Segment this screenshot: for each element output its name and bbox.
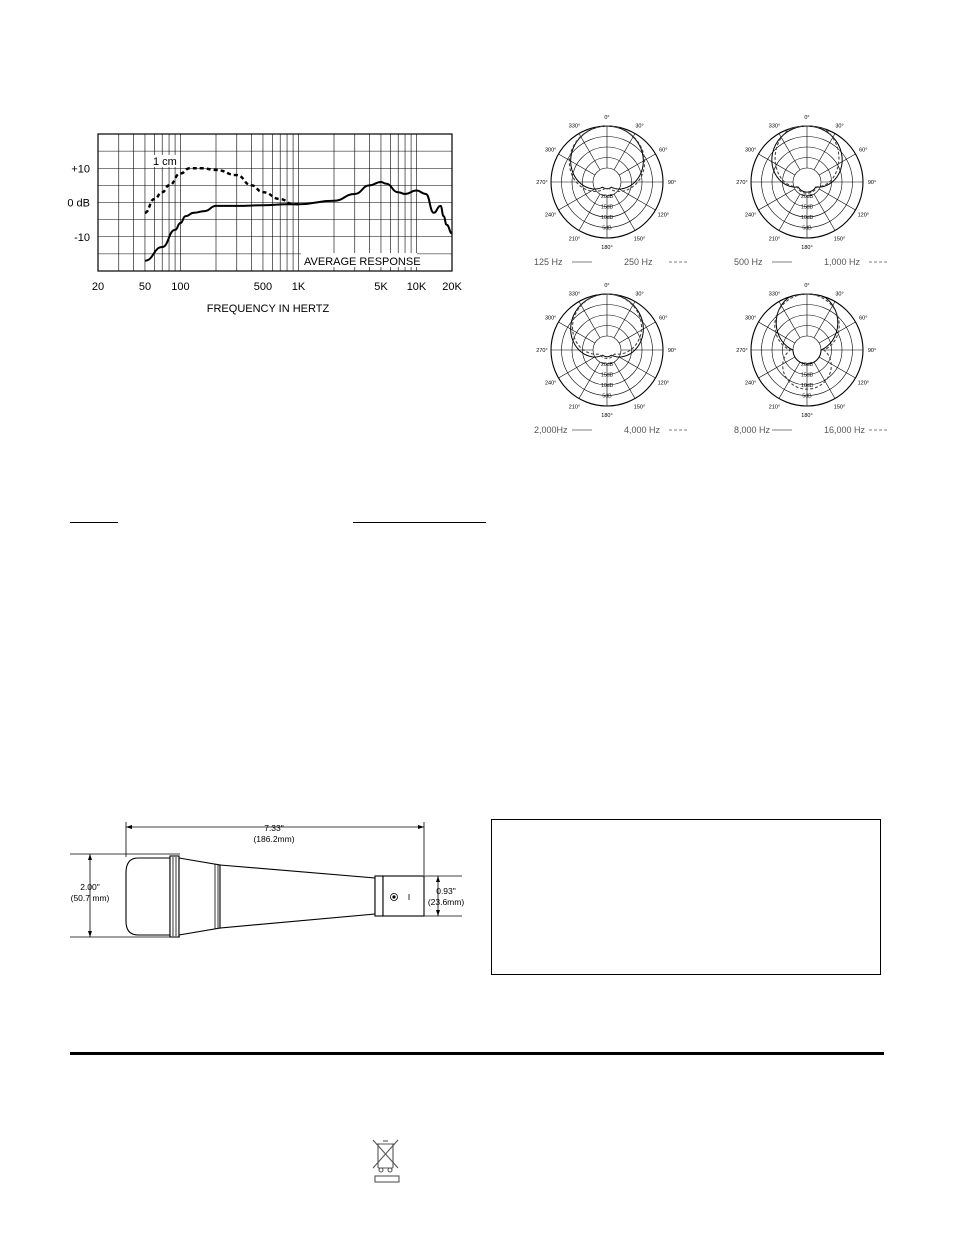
polar-legend-solid-label: 500 Hz (734, 257, 763, 267)
polar-angle-label: 210° (568, 236, 581, 243)
fr-y-tick-label: 0 dB (67, 197, 90, 210)
polar-angle-label: 300° (545, 315, 557, 322)
polar-spoke (579, 302, 600, 338)
polar-legend-dashed-label: 4,000 Hz (624, 425, 661, 435)
polar-angle-label: 30° (835, 291, 844, 298)
polar-spoke (559, 357, 595, 378)
polar-spoke (759, 154, 795, 175)
polar-spoke (759, 189, 795, 210)
one-cm-label: 1 cm (153, 156, 177, 168)
length-mm-label: (186.2mm) (253, 834, 295, 844)
polar-ring-label: 5dB (602, 393, 612, 400)
weee-recycling-icon (368, 1136, 404, 1184)
polar-spoke (579, 362, 600, 398)
polar-angle-label: 0° (604, 115, 610, 121)
fr-y-tick-label: +10 (71, 163, 90, 176)
polar-spoke (614, 362, 635, 398)
tail-diameter-mm-label: (23.6mm) (427, 897, 465, 907)
polar-plot (734, 115, 889, 267)
polar-ring-label: 15dB (800, 204, 814, 211)
polar-ring-label: 20dB (600, 362, 614, 368)
polar-angle-label: 0° (804, 115, 810, 121)
polar-ring-label: 20dB (800, 362, 814, 368)
polar-ring-label: 5dB (602, 225, 612, 232)
polar-spoke (614, 134, 635, 170)
frequency-response-chart (60, 125, 480, 325)
fr-x-tick-label: 10K (406, 281, 427, 293)
x-axis-label: FREQUENCY IN HERTZ (206, 303, 330, 315)
head-diameter-label: 2.00" (80, 882, 100, 892)
polar-ring-label: 5dB (802, 225, 812, 232)
polar-spoke (559, 322, 595, 343)
polar-plot (734, 283, 889, 435)
polar-angle-label: 30° (635, 123, 644, 130)
polar-spoke (779, 302, 800, 338)
polar-ring-label: 20dB (600, 194, 614, 200)
microphone-dimension-drawing (60, 815, 480, 945)
polar-angle-label: 240° (745, 380, 757, 387)
polar-patterns (520, 102, 900, 452)
polar-angle-label: 60° (859, 147, 868, 154)
polar-angle-label: 60° (859, 315, 868, 322)
polar-plot (534, 115, 689, 267)
polar-ring-label: 15dB (600, 372, 614, 379)
polar-angle-label: 210° (568, 404, 581, 411)
polar-angle-label: 120° (857, 212, 869, 219)
polar-legend-dashed-label: 250 Hz (624, 257, 653, 267)
polar-spoke (619, 322, 655, 343)
polar-spoke (819, 154, 855, 175)
polar-ring-label: 10dB (800, 383, 814, 389)
polar-spoke (579, 194, 600, 230)
polar-angle-label: 180° (801, 245, 813, 251)
polar-spoke (614, 302, 635, 338)
polar-spoke (814, 362, 835, 398)
polar-spoke (619, 189, 655, 210)
polar-angle-label: 300° (545, 147, 557, 154)
fr-x-tick-label: 1K (291, 281, 306, 293)
polar-angle-label: 60° (659, 147, 668, 154)
polar-legend-solid-label: 8,000 Hz (734, 425, 771, 435)
polar-angle-label: 90° (667, 348, 677, 354)
fr-x-tick-label: 100 (171, 281, 190, 293)
polar-angle-label: 330° (768, 123, 781, 130)
polar-angle-label: 60° (659, 315, 668, 322)
polar-spoke (779, 134, 800, 170)
polar-angle-label: 0° (804, 283, 810, 289)
polar-spoke (814, 134, 835, 170)
polar-angle-label: 180° (601, 413, 613, 419)
polar-ring-label: 10dB (600, 215, 614, 221)
polar-angle-label: 330° (568, 291, 581, 298)
polar-angle-label: 300° (745, 315, 757, 322)
fr-y-tick-label: -10 (74, 231, 90, 244)
polar-angle-label: 210° (768, 404, 781, 411)
polar-angle-label: 120° (857, 380, 869, 387)
polar-angle-label: 150° (633, 404, 646, 411)
polar-spoke (614, 194, 635, 230)
specifications-box (491, 819, 881, 975)
polar-spoke (559, 189, 595, 210)
polar-angle-label: 270° (736, 180, 748, 186)
polar-spoke (779, 362, 800, 398)
polar-spoke (814, 194, 835, 230)
fr-x-tick-labels (92, 281, 463, 293)
polar-angle-label: 270° (736, 348, 748, 354)
polar-angle-label: 0° (604, 283, 610, 289)
fr-x-tick-label: 50 (138, 281, 152, 293)
polar-angle-label: 180° (601, 245, 613, 251)
polar-ring-label: 10dB (600, 383, 614, 389)
polar-angle-label: 120° (657, 212, 669, 219)
polar-angle-label: 240° (545, 380, 557, 387)
polar-spoke (619, 357, 655, 378)
polar-angle-label: 90° (667, 180, 677, 186)
polar-ring-label: 15dB (800, 372, 814, 379)
polar-angle-label: 90° (867, 180, 877, 186)
fr-x-tick-label: 500 (253, 281, 273, 293)
fr-x-tick-label: 20K (442, 281, 462, 293)
polar-legend-dashed-label: 16,000 Hz (824, 425, 866, 435)
polar-angle-label: 120° (657, 380, 669, 387)
section-underline-left (70, 522, 118, 523)
polar-pattern-group (520, 102, 900, 452)
fr-grid (98, 134, 452, 271)
polar-angle-label: 90° (867, 348, 877, 354)
polar-spoke (814, 302, 835, 338)
polar-ring-label: 20dB (800, 194, 814, 200)
polar-ring (593, 168, 621, 196)
polar-angle-label: 150° (833, 404, 846, 411)
fr-y-tick-labels (67, 163, 90, 244)
polar-angle-label: 210° (768, 236, 781, 243)
polar-angle-label: 270° (536, 348, 548, 354)
tail-diameter-label: 0.93" (436, 886, 456, 896)
polar-spoke (579, 134, 600, 170)
polar-angle-label: 150° (833, 236, 846, 243)
polar-spoke (619, 154, 655, 175)
polar-ring (593, 336, 621, 364)
fr-x-tick-label: 20 (91, 281, 105, 293)
head-diameter-mm-label: (50.7 mm) (70, 893, 110, 903)
polar-legend-solid-label: 2,000Hz (534, 425, 568, 435)
polar-angle-label: 180° (801, 413, 813, 419)
polar-spoke (819, 357, 855, 378)
polar-spoke (559, 154, 595, 175)
polar-legend-solid-label: 125 Hz (534, 257, 563, 267)
polar-angle-label: 240° (545, 212, 557, 219)
polar-plot (534, 283, 689, 435)
polar-angle-label: 30° (835, 123, 844, 130)
polar-angle-label: 330° (568, 123, 581, 130)
polar-spoke (779, 194, 800, 230)
polar-angle-label: 330° (768, 291, 781, 298)
polar-angle-label: 30° (635, 291, 644, 298)
polar-legend-dashed-label: 1,000 Hz (824, 257, 861, 267)
polar-ring-label: 15dB (600, 204, 614, 211)
footer-divider (70, 1052, 884, 1055)
polar-ring-label: 10dB (800, 215, 814, 221)
polar-angle-label: 150° (633, 236, 646, 243)
length-label: 7.33" (264, 823, 284, 833)
polar-angle-label: 270° (536, 180, 548, 186)
polar-spoke (819, 189, 855, 210)
average-response-label: AVERAGE RESPONSE (304, 256, 421, 268)
polar-angle-label: 300° (745, 147, 757, 154)
polar-angle-label: 240° (745, 212, 757, 219)
polar-ring-label: 5dB (802, 393, 812, 400)
polar-spoke (759, 357, 795, 378)
fr-x-tick-label: 5K (374, 281, 388, 293)
section-underline-right (353, 522, 486, 523)
